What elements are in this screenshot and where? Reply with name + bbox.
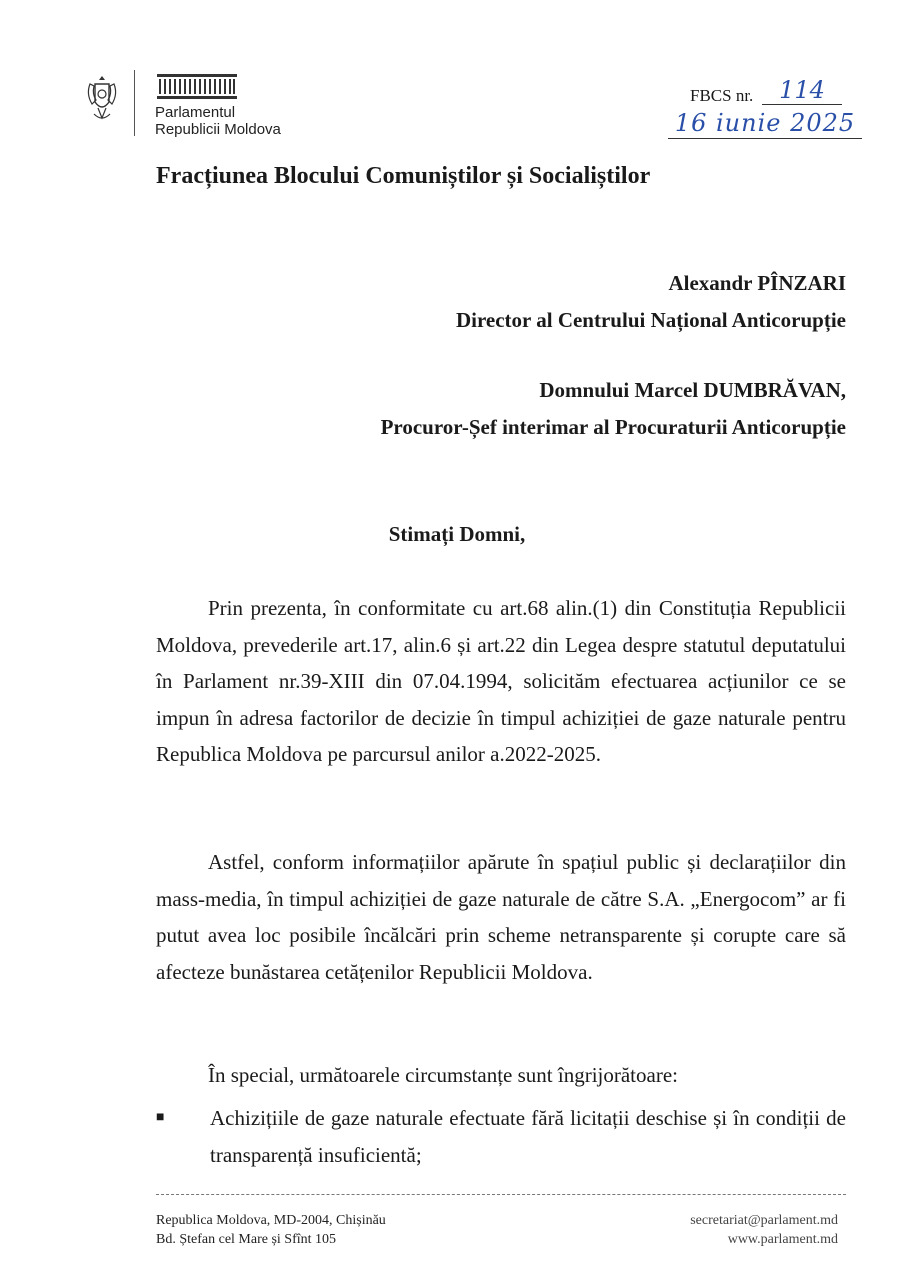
list-intro: În special, următoarele circumstanțe sunt îngrijorătoare: [208,1063,678,1087]
registration-date: 16 iunie 2025 [668,108,862,139]
paragraph-text: Astfel, conform informațiilor apărute în spațiul public și declarațiilor din mass-media, în timpul achiziției de gaze naturale de către S.A. „Energocom” ar fi putut avea loc posibile încălcări prin scheme netransparente și corupte care să afecteze bunăstarea cetățenilor Republicii Moldova. [156,850,846,984]
faction-title: Fracțiunea Blocului Comuniștilor și Socialiștilor [156,163,651,189]
addressee-title: Procuror-Șef interimar al Procuraturii Anticorupție [380,415,846,439]
body-paragraph [156,590,846,773]
institution-name-line2: Republicii Moldova [155,121,281,138]
registration-number: 114 [762,78,842,105]
registration-label: FBCS nr. [690,86,754,105]
bullet-icon: ■ [156,1110,165,1125]
footer-divider [156,1194,846,1195]
parliament-building-icon [155,70,239,100]
addressee-name: Domnului Marcel DUMBRĂVAN, [539,378,846,402]
coat-of-arms-icon [84,72,120,126]
salutation: Stimați Domni, [388,522,526,546]
footer-email-link[interactable]: secretariat@parlament.md [690,1213,838,1228]
footer-address-line2: Bd. Ștefan cel Mare și Sfînt 105 [156,1232,337,1247]
addressee-name: Alexandr PÎNZARI [668,271,846,295]
body-paragraph [156,844,846,990]
paragraph-text: Prin prezenta, în conformitate cu art.68 alin.(1) din Constituția Republicii Moldova, prevederile art.17, alin.6 și art.22 din Legea despre statutul deputatului în Parlament nr.39-XIII din 07.04.1994, solicităm efectuarea acțiunilor ce se impun în adresa factorilor de decizie în timpul achiziției de gaze naturale pentru Republica Moldova pe parcursul anilor a.2022-2025. [156,596,846,767]
list-item-text: Achizițiile de gaze naturale efectuate fără licitații deschise și în condiții de transparență insuficientă; [210,1106,846,1167]
addressee-title: Director al Centrului Național Anticorupție [455,308,846,332]
header-divider [134,70,135,136]
list-item [156,1100,846,1173]
footer-website-link[interactable]: www.parlament.md [727,1232,838,1247]
institution-name-line1: Parlamentul [155,104,236,121]
footer-address-line1: Republica Moldova, MD-2004, Chișinău [156,1213,386,1228]
